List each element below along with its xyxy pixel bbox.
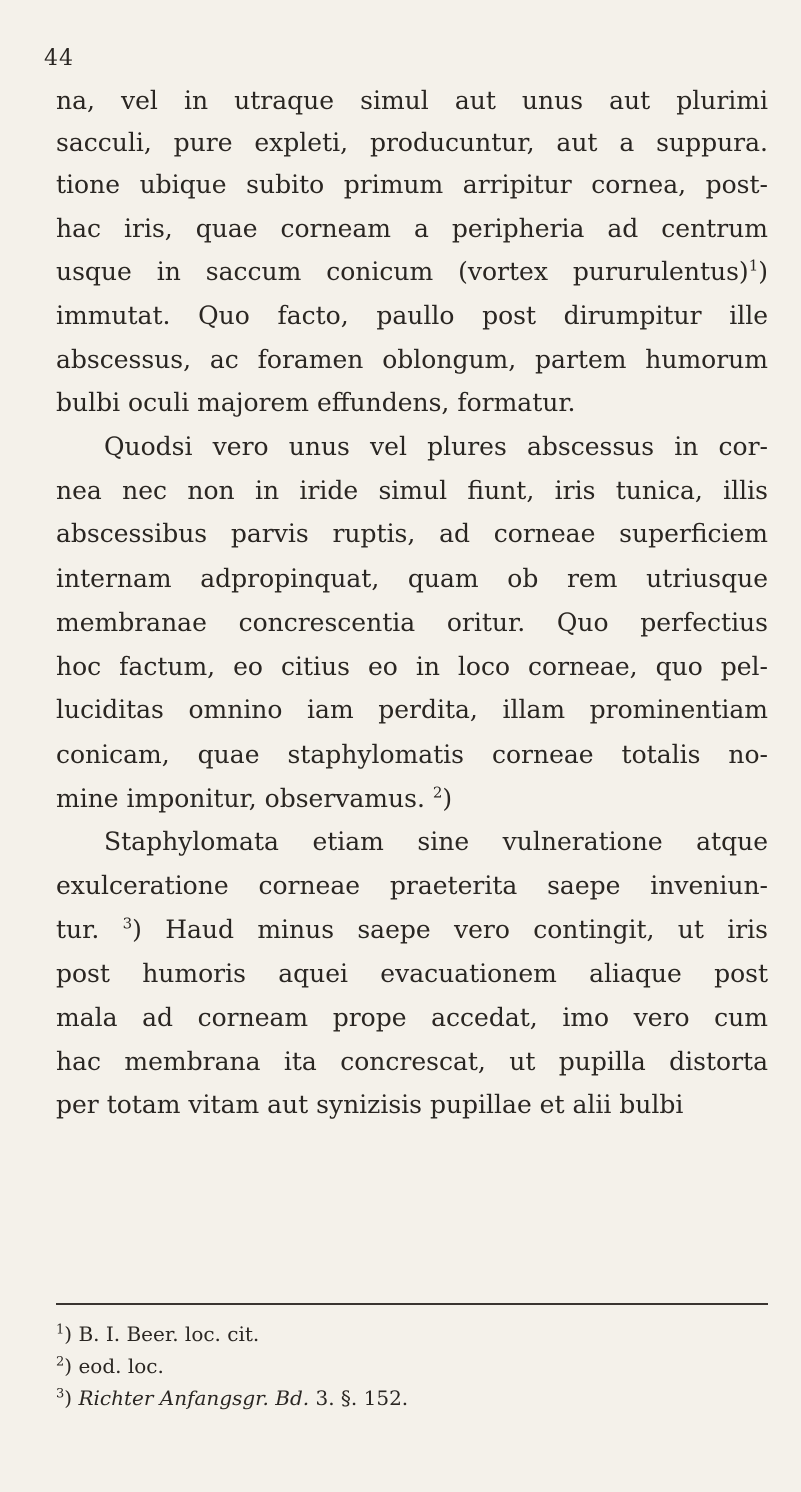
text-line bbox=[56, 564, 768, 594]
text-span: na, vel in utraque simul aut unus aut plurimi bbox=[56, 86, 768, 115]
footnote-rule bbox=[56, 1303, 768, 1305]
text-span: hac iris, quae corneam a peripheria ad centrum bbox=[56, 214, 768, 243]
text-span: tur. bbox=[56, 915, 123, 944]
text-line bbox=[56, 740, 768, 770]
text-line bbox=[56, 476, 768, 506]
text-line bbox=[56, 959, 768, 989]
text-line bbox=[56, 871, 768, 901]
text-span: internam adpropinquat, quam ob rem utriusque bbox=[56, 564, 768, 593]
text-line bbox=[104, 432, 768, 462]
text-span: conicam, quae staphylomatis corneae totalis no- bbox=[56, 740, 768, 769]
footnote-marker: 3 bbox=[122, 914, 133, 933]
footnote-number: 1 bbox=[56, 1322, 65, 1338]
text-span: immutat. Quo facto, paullo post dirumpitur ille bbox=[56, 301, 768, 330]
text-span: bulbi oculi majorem effundens, formatur. bbox=[56, 388, 576, 417]
footnote-text: 3. §. 152. bbox=[309, 1386, 409, 1410]
text-span: hoc factum, eo citius eo in loco corneae, quo pel- bbox=[56, 652, 768, 681]
text-line bbox=[56, 170, 768, 200]
footnote-italic-text: Richter Anfangsgr. Bd. bbox=[78, 1386, 310, 1410]
text-line bbox=[104, 827, 768, 857]
text-span: per totam vitam aut synizisis pupillae et alii bulbi bbox=[56, 1090, 684, 1119]
text-span: mine imponitur, observamus. bbox=[56, 784, 433, 813]
text-line bbox=[56, 1003, 768, 1033]
text-line bbox=[56, 652, 768, 682]
text-span: mala ad corneam prope accedat, imo vero cum bbox=[56, 1003, 768, 1032]
text-line bbox=[56, 388, 576, 418]
text-span: Staphylomata etiam sine vulneratione atque bbox=[104, 827, 768, 856]
footnote-number: 3 bbox=[56, 1386, 65, 1402]
footnote-text: ) B. I. Beer. loc. cit. bbox=[64, 1322, 260, 1346]
text-line bbox=[56, 608, 768, 638]
text-line bbox=[56, 695, 768, 725]
text-span: post humoris aquei evacuationem aliaque post bbox=[56, 959, 768, 988]
text-span: ) bbox=[442, 784, 453, 813]
text-line bbox=[56, 301, 768, 331]
text-span: abscessibus parvis ruptis, ad corneae superficiem bbox=[56, 519, 768, 548]
text-span: usque in saccum conicum (vortex pururulentus) bbox=[56, 257, 749, 286]
text-line bbox=[56, 257, 768, 287]
text-line bbox=[56, 1090, 683, 1120]
footnote bbox=[56, 1354, 164, 1378]
text-span: abscessus, ac foramen oblongum, partem humorum bbox=[56, 345, 768, 374]
text-span: Quodsi vero unus vel plures abscessus in cor- bbox=[104, 432, 768, 461]
footnote bbox=[56, 1322, 259, 1346]
footnote-marker: 1 bbox=[748, 256, 759, 275]
footnote-marker: 2 bbox=[432, 783, 443, 802]
text-line bbox=[56, 519, 768, 549]
footnote-text: ) eod. loc. bbox=[64, 1354, 164, 1378]
footnote bbox=[56, 1386, 408, 1410]
page-number: 44 bbox=[44, 46, 74, 71]
footnote-text: ) bbox=[64, 1386, 79, 1410]
text-line bbox=[56, 915, 768, 945]
text-line bbox=[56, 345, 768, 375]
text-span: ) Haud minus saepe vero contingit, ut iris bbox=[132, 915, 768, 944]
text-span: nea nec non in iride simul fiunt, iris tunica, illis bbox=[56, 476, 768, 505]
text-span: membranae concrescentia oritur. Quo perfectius bbox=[56, 608, 768, 637]
text-span: luciditas omnino iam perdita, illam prominentiam bbox=[56, 695, 768, 724]
text-line bbox=[56, 86, 768, 116]
text-line bbox=[56, 784, 452, 814]
text-span: ) bbox=[758, 257, 768, 286]
text-span: tione ubique subito primum arripitur cornea, post- bbox=[56, 170, 768, 199]
text-line bbox=[56, 214, 768, 244]
text-span: exulceratione corneae praeterita saepe inveniun- bbox=[56, 871, 768, 900]
text-span: sacculi, pure expleti, producuntur, aut a suppura. bbox=[56, 128, 768, 157]
footnote-number: 2 bbox=[56, 1354, 65, 1370]
text-line bbox=[56, 128, 768, 158]
text-line bbox=[56, 1047, 768, 1077]
text-span: hac membrana ita concrescat, ut pupilla distorta bbox=[56, 1047, 768, 1076]
